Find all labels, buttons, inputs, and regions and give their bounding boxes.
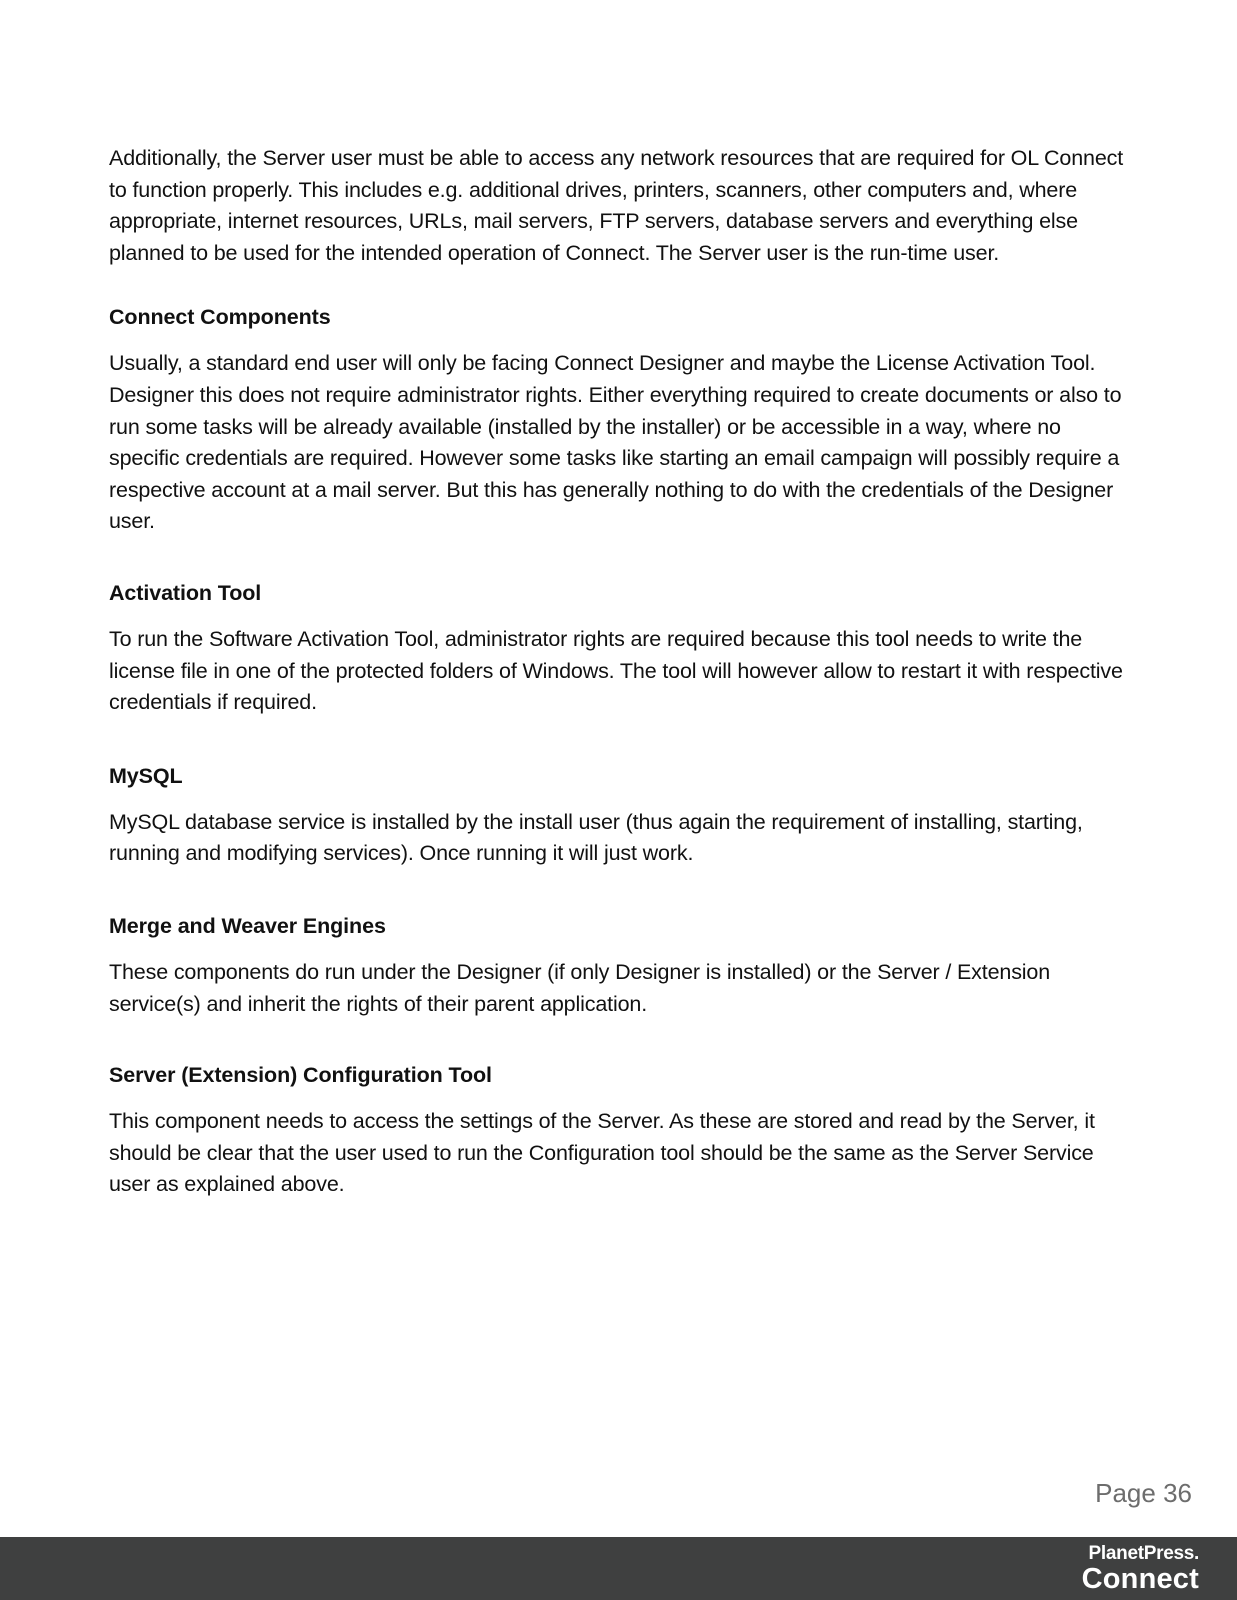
intro-paragraph: Additionally, the Server user must be able to access any network resources that are required for OL Connect to function properly. This includes e.g. additional drives, printers, scanners, other computers and, where appropriate, internet resources, URLs, mail servers, FTP servers, database servers and everything else planned to be used for the intended operation of Connect. The Server user is the run-time user. (109, 146, 1124, 265)
merge-weaver-engines-paragraph: These components do run under the Designer (if only Designer is installed) or the Server / Extension service(s) and inherit the rights of their parent application. (109, 959, 1051, 1016)
planetpress-connect-logo (1082, 1544, 1199, 1594)
connect-components-paragraph: Usually, a standard end user will only be facing Connect Designer and maybe the License Activation Tool. Designer this does not require administrator rights. Either everything required to create documents or also to run some tasks will be already available (installed by the installer) or be accessible in a way, where no specific credentials are required. However some tasks like starting an email campaign will possibly require a respective account at a mail server. But this has generally nothing to do with the credentials of the Designer user. (109, 351, 1122, 534)
logo-line-connect: Connect (1081, 1563, 1199, 1595)
configuration-tool-paragraph: This component needs to access the settings of the Server. As these are stored and read by the Server, it should be clear that the user used to run the Configuration tool should be the same as the Server Service user as explained above. (109, 1109, 1095, 1197)
section-heading-activation-tool: Activation Tool (109, 580, 262, 605)
section-heading-connect-components: Connect Components (109, 305, 331, 330)
section-heading-mysql: MySQL (109, 763, 183, 788)
logo-line-planetpress: PlanetPress. (1088, 1543, 1199, 1564)
activation-tool-paragraph: To run the Software Activation Tool, administrator rights are required because this tool needs to write the license file in one of the protected folders of Windows. The tool will however allow to restart it with respective credentials if required. (109, 626, 1123, 715)
page-number: Page 36 (1095, 1478, 1192, 1508)
document-body (109, 143, 1134, 1201)
section-heading-merge-weaver-engines: Merge and Weaver Engines (109, 913, 386, 938)
mysql-paragraph: MySQL database service is installed by the install user (thus again the requirement of installing, starting, running and modifying services). Once running it will just work. (109, 809, 1083, 866)
section-heading-configuration-tool: Server (Extension) Configuration Tool (109, 1063, 492, 1088)
footer-bar (0, 1537, 1237, 1600)
